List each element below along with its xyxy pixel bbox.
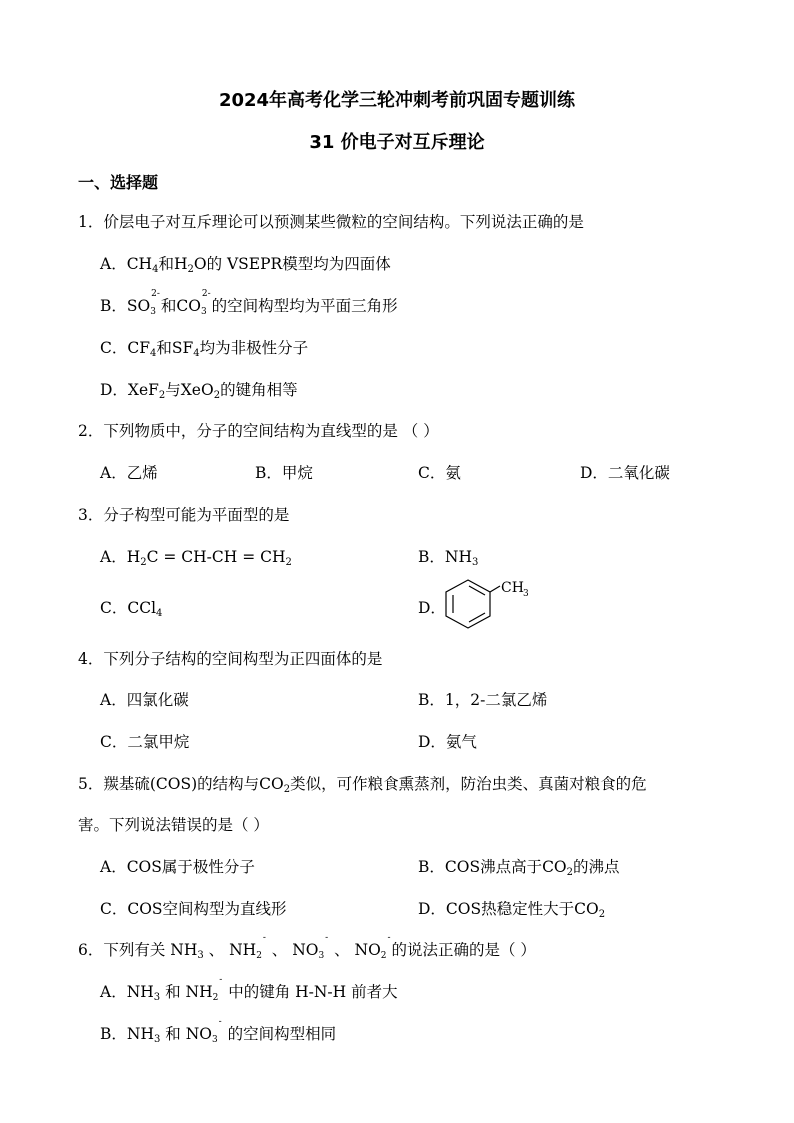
toluene-ch3-subscript: 3 xyxy=(523,589,529,599)
q1-stem: 1．价层电子对互斥理论可以预测某些微粒的空间结构。下列说法正确的是 xyxy=(78,213,584,231)
q2-option-c[interactable]: C．氨 xyxy=(418,464,461,482)
q3-option-d[interactable]: D． xyxy=(418,599,446,617)
q1-option-b[interactable]: B．SO3 2- 和CO3 2- 的空间构型均为平面三角形 xyxy=(100,289,398,317)
q1-option-a[interactable]: A．$CH_4$和$H_2O$的 VSEPR模型均为四面体 xyxy=(100,255,391,275)
q5-stem-line-1: 5．羰基硫(COS)的结构与$CO_2$类似，可作粮食熏蒸剂，防治虫类、真菌对粮食的危 xyxy=(78,775,647,795)
q1-option-c[interactable]: C．$CF_4$和$SF_4$均为非极性分子 xyxy=(100,339,309,359)
q6-option-a[interactable]: A．$NH_3$ 和 NH2 - 中的键角 H-N-H 前者大 xyxy=(100,975,398,1003)
title-line-1: 2024年高考化学三轮冲刺考前巩固专题训练 xyxy=(218,90,576,111)
q3-stem: 3．分子构型可能为平面型的是 xyxy=(78,506,290,524)
q2-option-b[interactable]: B．甲烷 xyxy=(255,464,313,482)
q4-stem: 4．下列分子结构的空间构型为正四面体的是 xyxy=(78,650,383,668)
toluene-ch3-label: CH xyxy=(501,580,524,596)
q5-option-d[interactable]: D．COS热稳定性大于$CO_2$ xyxy=(418,900,606,920)
q4-option-c[interactable]: C．二氯甲烷 xyxy=(100,733,190,751)
q3-option-b[interactable]: B．$NH_3$ xyxy=(418,548,479,568)
q2-option-a[interactable]: A．乙烯 xyxy=(100,464,158,482)
section-heading: 一、选择题 xyxy=(78,173,159,192)
toluene-structure xyxy=(440,578,540,634)
q5-option-c[interactable]: C．COS空间构型为直线形 xyxy=(100,900,287,918)
q2-option-d[interactable]: D．二氧化碳 xyxy=(580,464,670,482)
q5-stem-line-2: 害。下列说法错误的是（ ） xyxy=(78,816,269,834)
q1-option-d[interactable]: D．XeF$_2$与XeO$_2$的键角相等 xyxy=(100,381,298,401)
q3-option-c[interactable]: C．CCl$_4$ xyxy=(100,599,163,619)
q6-stem: 6．下列有关 $NH_3$ 、 NH2 - 、 NO3 - 、 NO2 - 的说法正确的是（ ） xyxy=(78,933,536,961)
q6-option-b[interactable]: B．$NH_3$ 和 NO3 - 的空间构型相同 xyxy=(100,1017,337,1045)
q2-stem: 2．下列物质中，分子的空间结构为直线型的是 （ ） xyxy=(78,422,439,440)
q4-option-d[interactable]: D．氨气 xyxy=(418,733,477,751)
q5-option-b[interactable]: B．COS沸点高于$CO_2$的沸点 xyxy=(418,858,620,878)
q4-option-b[interactable]: B．1，2-二氯乙烯 xyxy=(418,691,548,709)
q3-option-a[interactable]: A．$H_2C = CH-CH = CH_2$ xyxy=(100,548,292,568)
q4-option-a[interactable]: A．四氯化碳 xyxy=(100,691,189,709)
title-line-2: 31 价电子对互斥理论 xyxy=(309,132,485,153)
q5-option-a[interactable]: A．COS属于极性分子 xyxy=(100,858,255,876)
